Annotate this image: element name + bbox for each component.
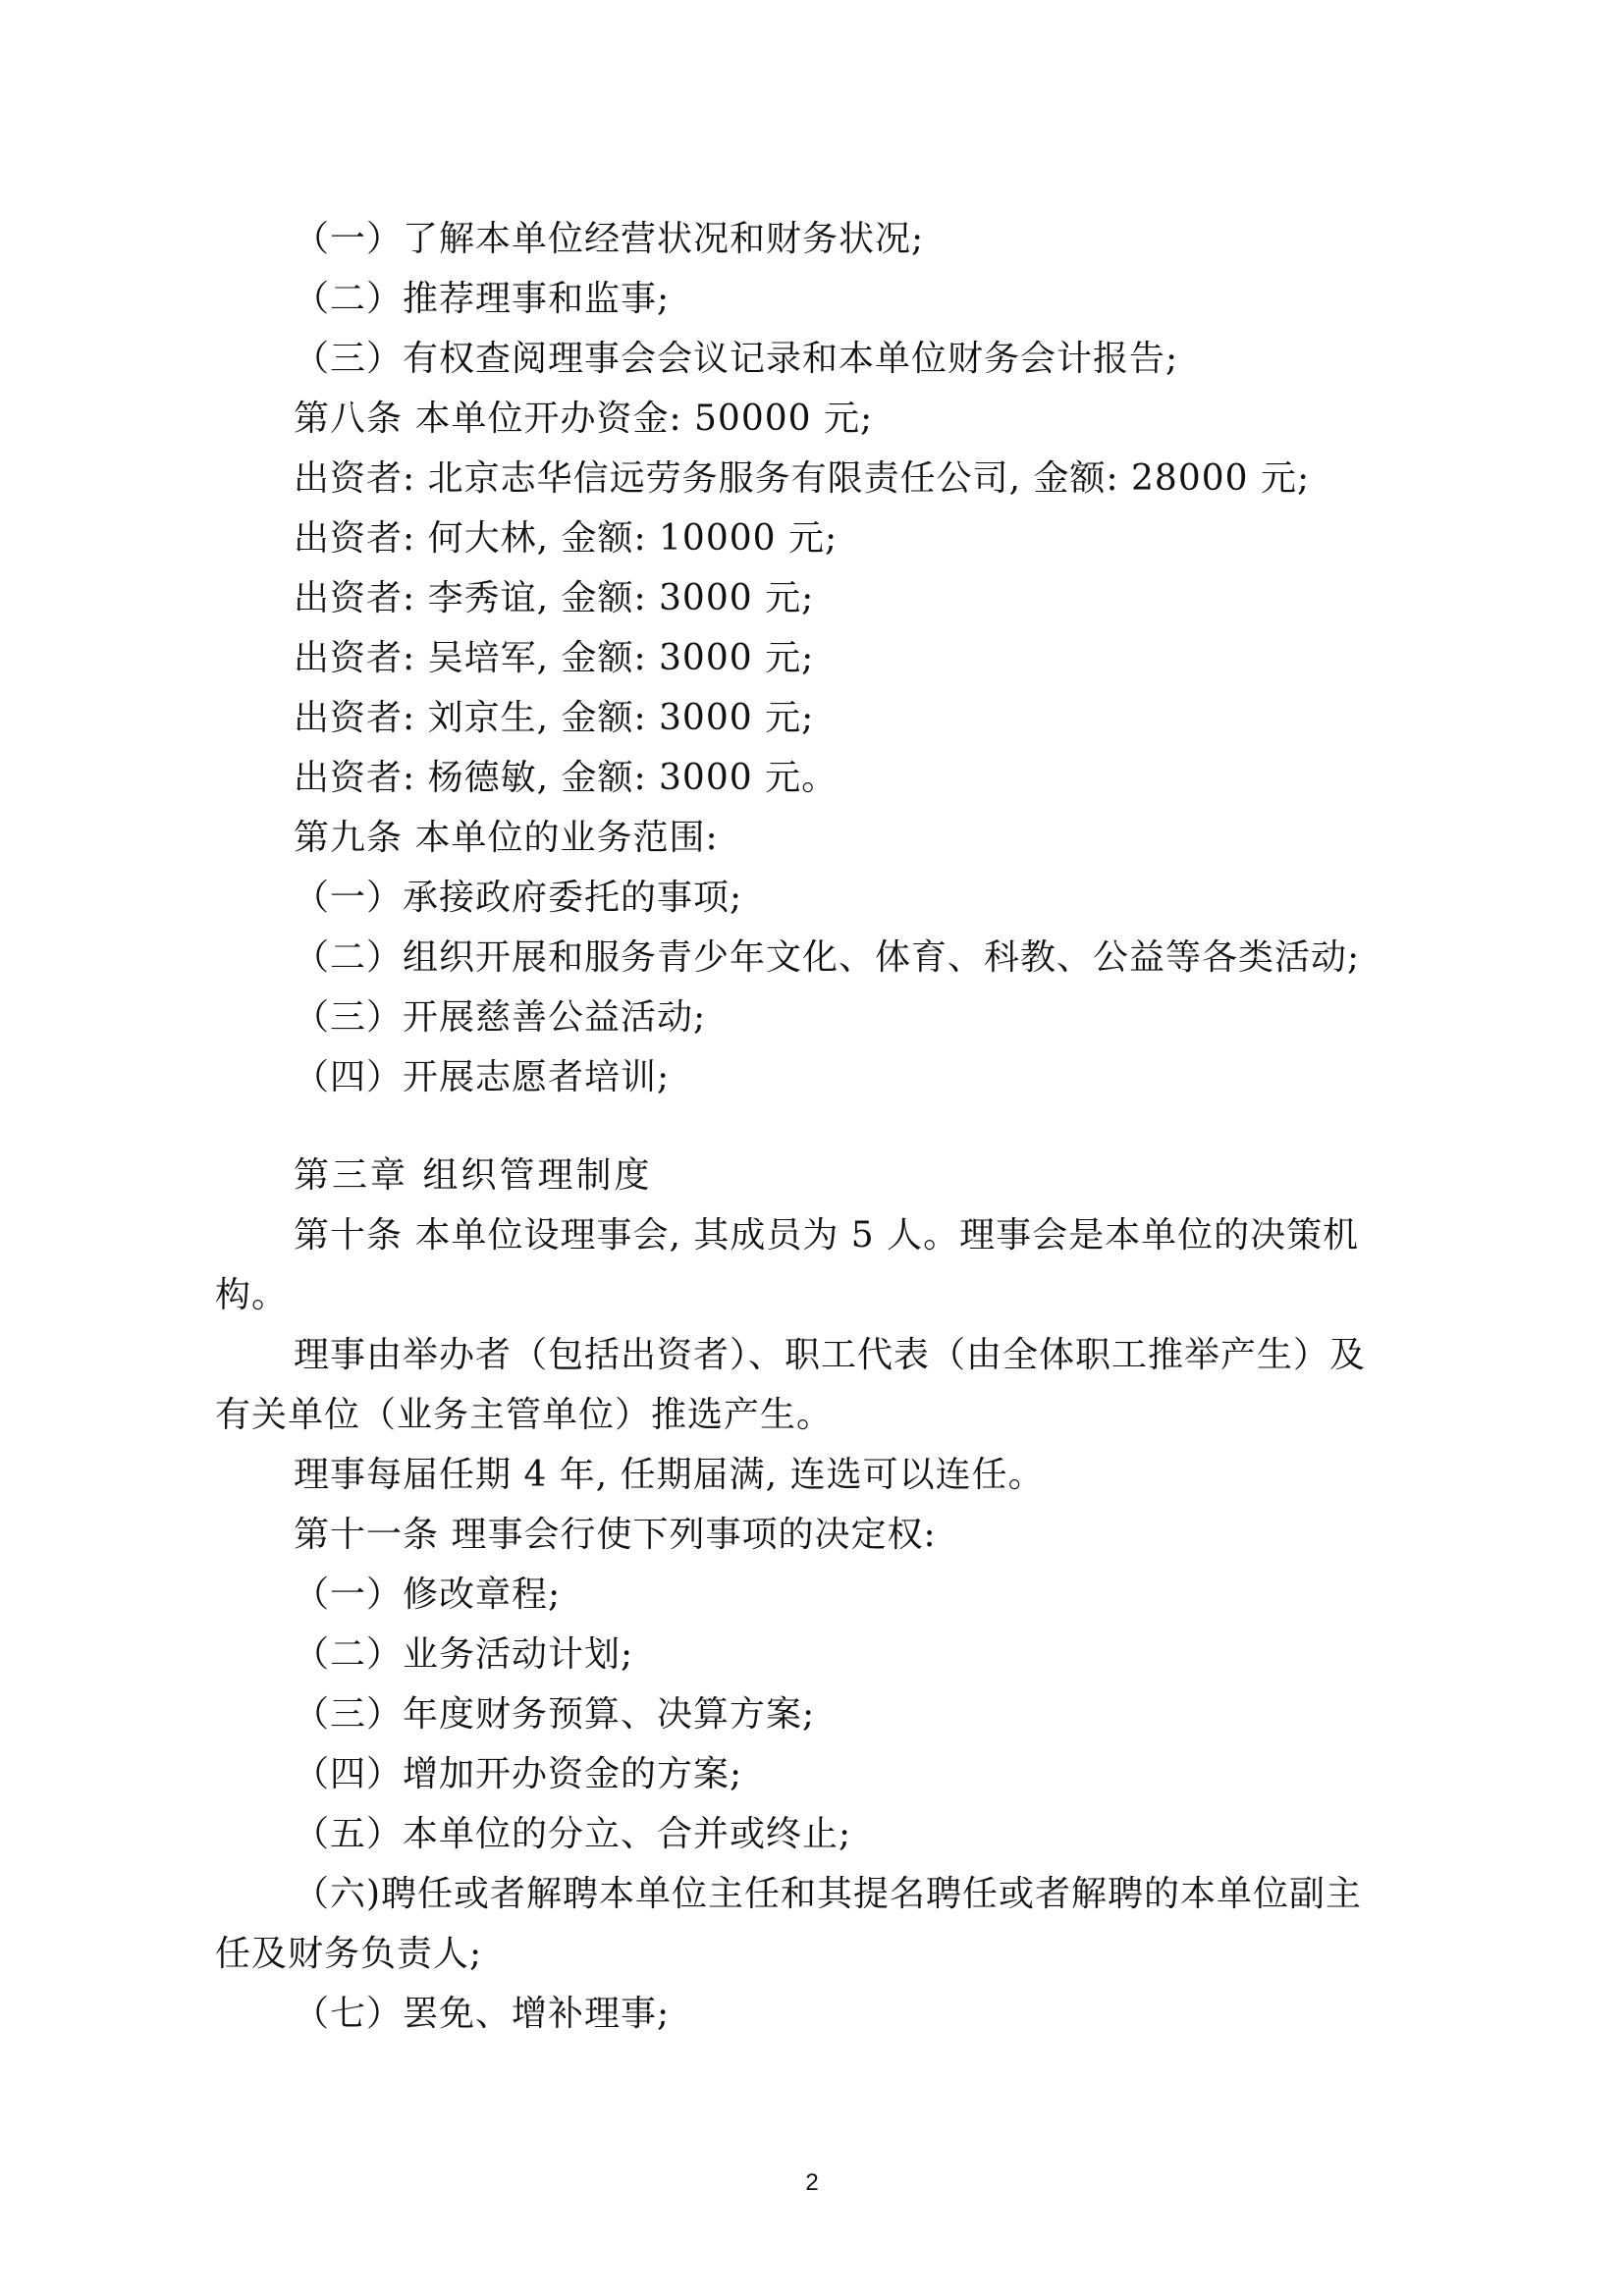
paragraph-3: （三）有权查阅理事会会议记录和本单位财务会计报告; bbox=[294, 339, 1179, 379]
paragraph-7: 出资者: 李秀谊, 金额: 3000 元; bbox=[294, 578, 815, 618]
paragraph-30: （七）罢免、增补理事; bbox=[294, 1994, 671, 2034]
paragraph-2: （二）推荐理事和监事; bbox=[294, 279, 671, 319]
paragraph-28: （六)聘任或者解聘本单位主任和其提名聘任或者解聘的本单位副主 bbox=[294, 1874, 1363, 1914]
chapter-title: 第三章 组织管理制度 bbox=[294, 1155, 653, 1196]
paragraph-25: （三）年度财务预算、决算方案; bbox=[294, 1694, 816, 1735]
paragraph-5: 出资者: 北京志华信远劳务服务有限责任公司, 金额: 28000 元; bbox=[294, 458, 1311, 499]
paragraph-29: 任及财务负责人; bbox=[215, 1934, 483, 1974]
page-number: 2 bbox=[805, 2169, 819, 2196]
paragraph-19: 理事由举办者（包括出资者）、职工代表（由全体职工推举产生）及 bbox=[294, 1335, 1367, 1375]
paragraph-15: （四）开展志愿者培训; bbox=[294, 1057, 671, 1097]
paragraph-14: （三）开展慈善公益活动; bbox=[294, 997, 707, 1038]
paragraph-11: 第九条 本单位的业务范围: bbox=[294, 818, 719, 858]
paragraph-4: 第八条 本单位开办资金: 50000 元; bbox=[294, 399, 874, 439]
paragraph-21: 理事每届任期 4 年, 任期届满, 连选可以连任。 bbox=[294, 1455, 1045, 1495]
paragraph-27: （五）本单位的分立、合并或终止; bbox=[294, 1814, 852, 1854]
paragraph-17: 第十条 本单位设理事会, 其成员为 5 人。理事会是本单位的决策机 bbox=[294, 1215, 1360, 1255]
paragraph-1: （一）了解本单位经营状况和财务状况; bbox=[294, 219, 925, 259]
paragraph-20: 有关单位（业务主管单位）推选产生。 bbox=[215, 1395, 834, 1435]
paragraph-12: （一）承接政府委托的事项; bbox=[294, 878, 743, 918]
paragraph-18: 构。 bbox=[215, 1275, 289, 1315]
paragraph-10: 出资者: 杨德敏, 金额: 3000 元。 bbox=[294, 758, 839, 798]
paragraph-23: （一）修改章程; bbox=[294, 1575, 562, 1615]
paragraph-22: 第十一条 理事会行使下列事项的决定权: bbox=[294, 1515, 937, 1555]
paragraph-9: 出资者: 刘京生, 金额: 3000 元; bbox=[294, 698, 815, 738]
paragraph-13: （二）组织开展和服务青少年文化、体育、科教、公益等各类活动; bbox=[294, 937, 1361, 978]
paragraph-24: （二）业务活动计划; bbox=[294, 1634, 634, 1675]
paragraph-6: 出资者: 何大林, 金额: 10000 元; bbox=[294, 518, 839, 559]
paragraph-8: 出资者: 吴培军, 金额: 3000 元; bbox=[294, 638, 815, 678]
paragraph-26: （四）增加开办资金的方案; bbox=[294, 1754, 743, 1794]
